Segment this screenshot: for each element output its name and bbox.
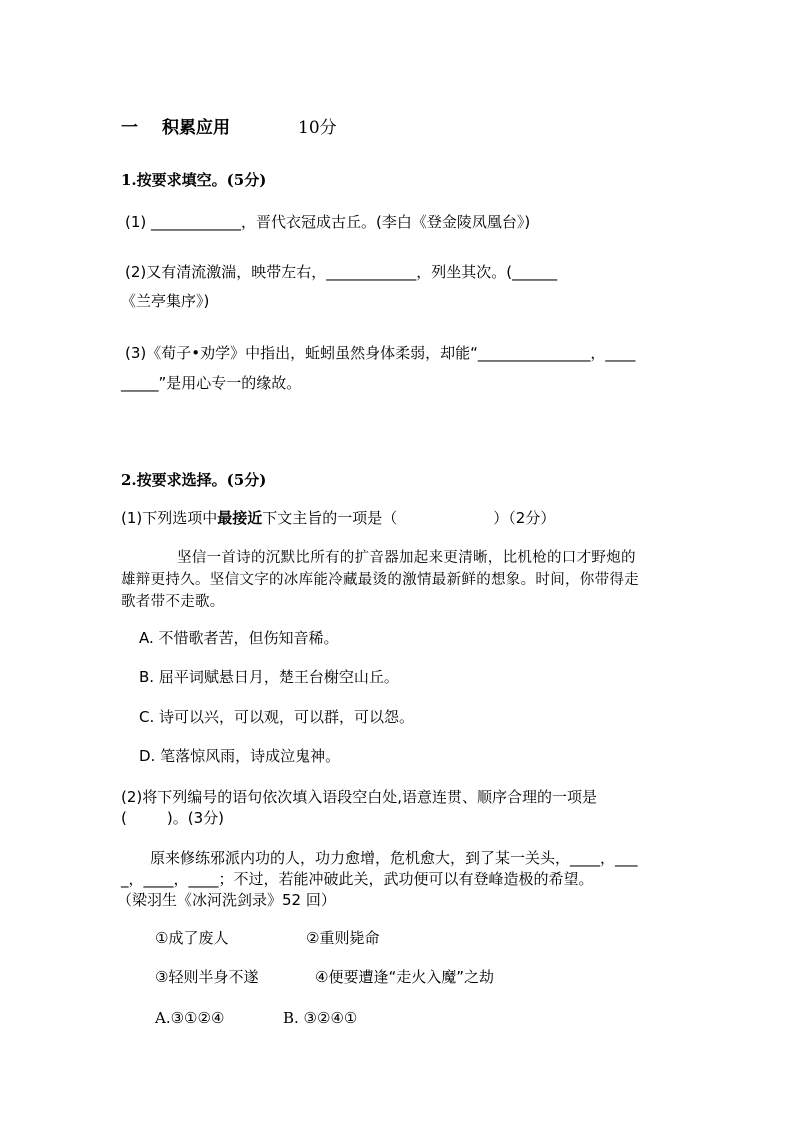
q2-answer-b: B. ③②④① <box>283 1009 358 1027</box>
q2-sub1-emphasis: 最接近 <box>217 509 263 527</box>
q2-sub2-open: ( <box>121 809 127 827</box>
q2-para-line2: _，____，____；不过，若能冲破此关，武功便可以有登峰造极的希望。 <box>121 870 594 888</box>
q2-answer-a: A.③①②④ <box>155 1009 225 1027</box>
section-number: 一 <box>121 118 138 138</box>
q2-option-b: B. 屈平词赋悬日月，楚王台榭空山丘。 <box>139 668 399 686</box>
q2-sub2-line1: (2)将下列编号的语句依次填入语段空白处,语意连贯、顺序合理的一项是 <box>121 788 598 806</box>
q2-sub2-line2 <box>121 808 224 828</box>
q2-sub1-suffix: 下文主旨的一项是（ <box>262 509 398 527</box>
q2-choice-1: ①成了废人 <box>155 929 229 947</box>
q2-option-a: A. 不惜歌者苦，但伤知音稀。 <box>139 629 339 647</box>
q2-title: 2.按要求选择。(5分) <box>121 471 267 489</box>
q2-sub2-close: )。(3分) <box>166 809 224 827</box>
section-score: 10分 <box>298 118 337 138</box>
q2-passage-line3: 歌者带不走歌。 <box>121 594 225 610</box>
q2-passage-line1: 坚信一首诗的沉默比所有的扩音器加起来更清晰，比机枪的口才野炮的 <box>177 550 636 566</box>
q1-item2-line2: 《兰亭集序》) <box>121 292 210 310</box>
section-heading <box>121 118 337 138</box>
q2-choice-4: ④便要遭逢“走火入魔”之劫 <box>315 968 494 986</box>
q1-item3-line1: (3)《荀子•劝学》中指出，蚯蚓虽然身体柔弱，却能“_______________，____ <box>125 344 636 362</box>
q2-passage-line2: 雄辩更持久。坚信文字的冰库能冷藏最烫的激情最新鲜的想象。时间，你带得走 <box>121 572 639 588</box>
q2-option-c: C. 诗可以兴，可以观，可以群，可以怨。 <box>139 708 415 726</box>
q1-title: 1.按要求填空。(5分) <box>121 171 267 189</box>
q2-sub1-prefix: (1)下列选项中 <box>121 509 218 527</box>
q1-item3-line2: _____”是用心专一的缘故。 <box>121 374 302 392</box>
q2-para-line3: （梁羽生《冰河洗剑录》52 回） <box>117 891 336 909</box>
q1-item2-line1: (2)又有清流激湍，映带左右，____________，列坐其次。(______ <box>125 263 558 281</box>
q1-item1: (1) ____________，晋代衣冠成古丘。(李白《登金陵凤凰台》) <box>125 213 531 231</box>
q2-sub1-end: ）（2分） <box>493 509 556 527</box>
section-title: 积累应用 <box>162 118 230 138</box>
q2-choice-2: ②重则毙命 <box>306 929 380 947</box>
q2-option-d: D. 笔落惊风雨，诗成泣鬼神。 <box>139 747 341 765</box>
q2-sub1 <box>121 508 555 528</box>
q2-choice-3: ③轻则半身不遂 <box>155 968 259 986</box>
q2-para-line1: 原来修练邪派内功的人，功力愈增，危机愈大，到了某一关头，____，___ <box>150 849 638 867</box>
